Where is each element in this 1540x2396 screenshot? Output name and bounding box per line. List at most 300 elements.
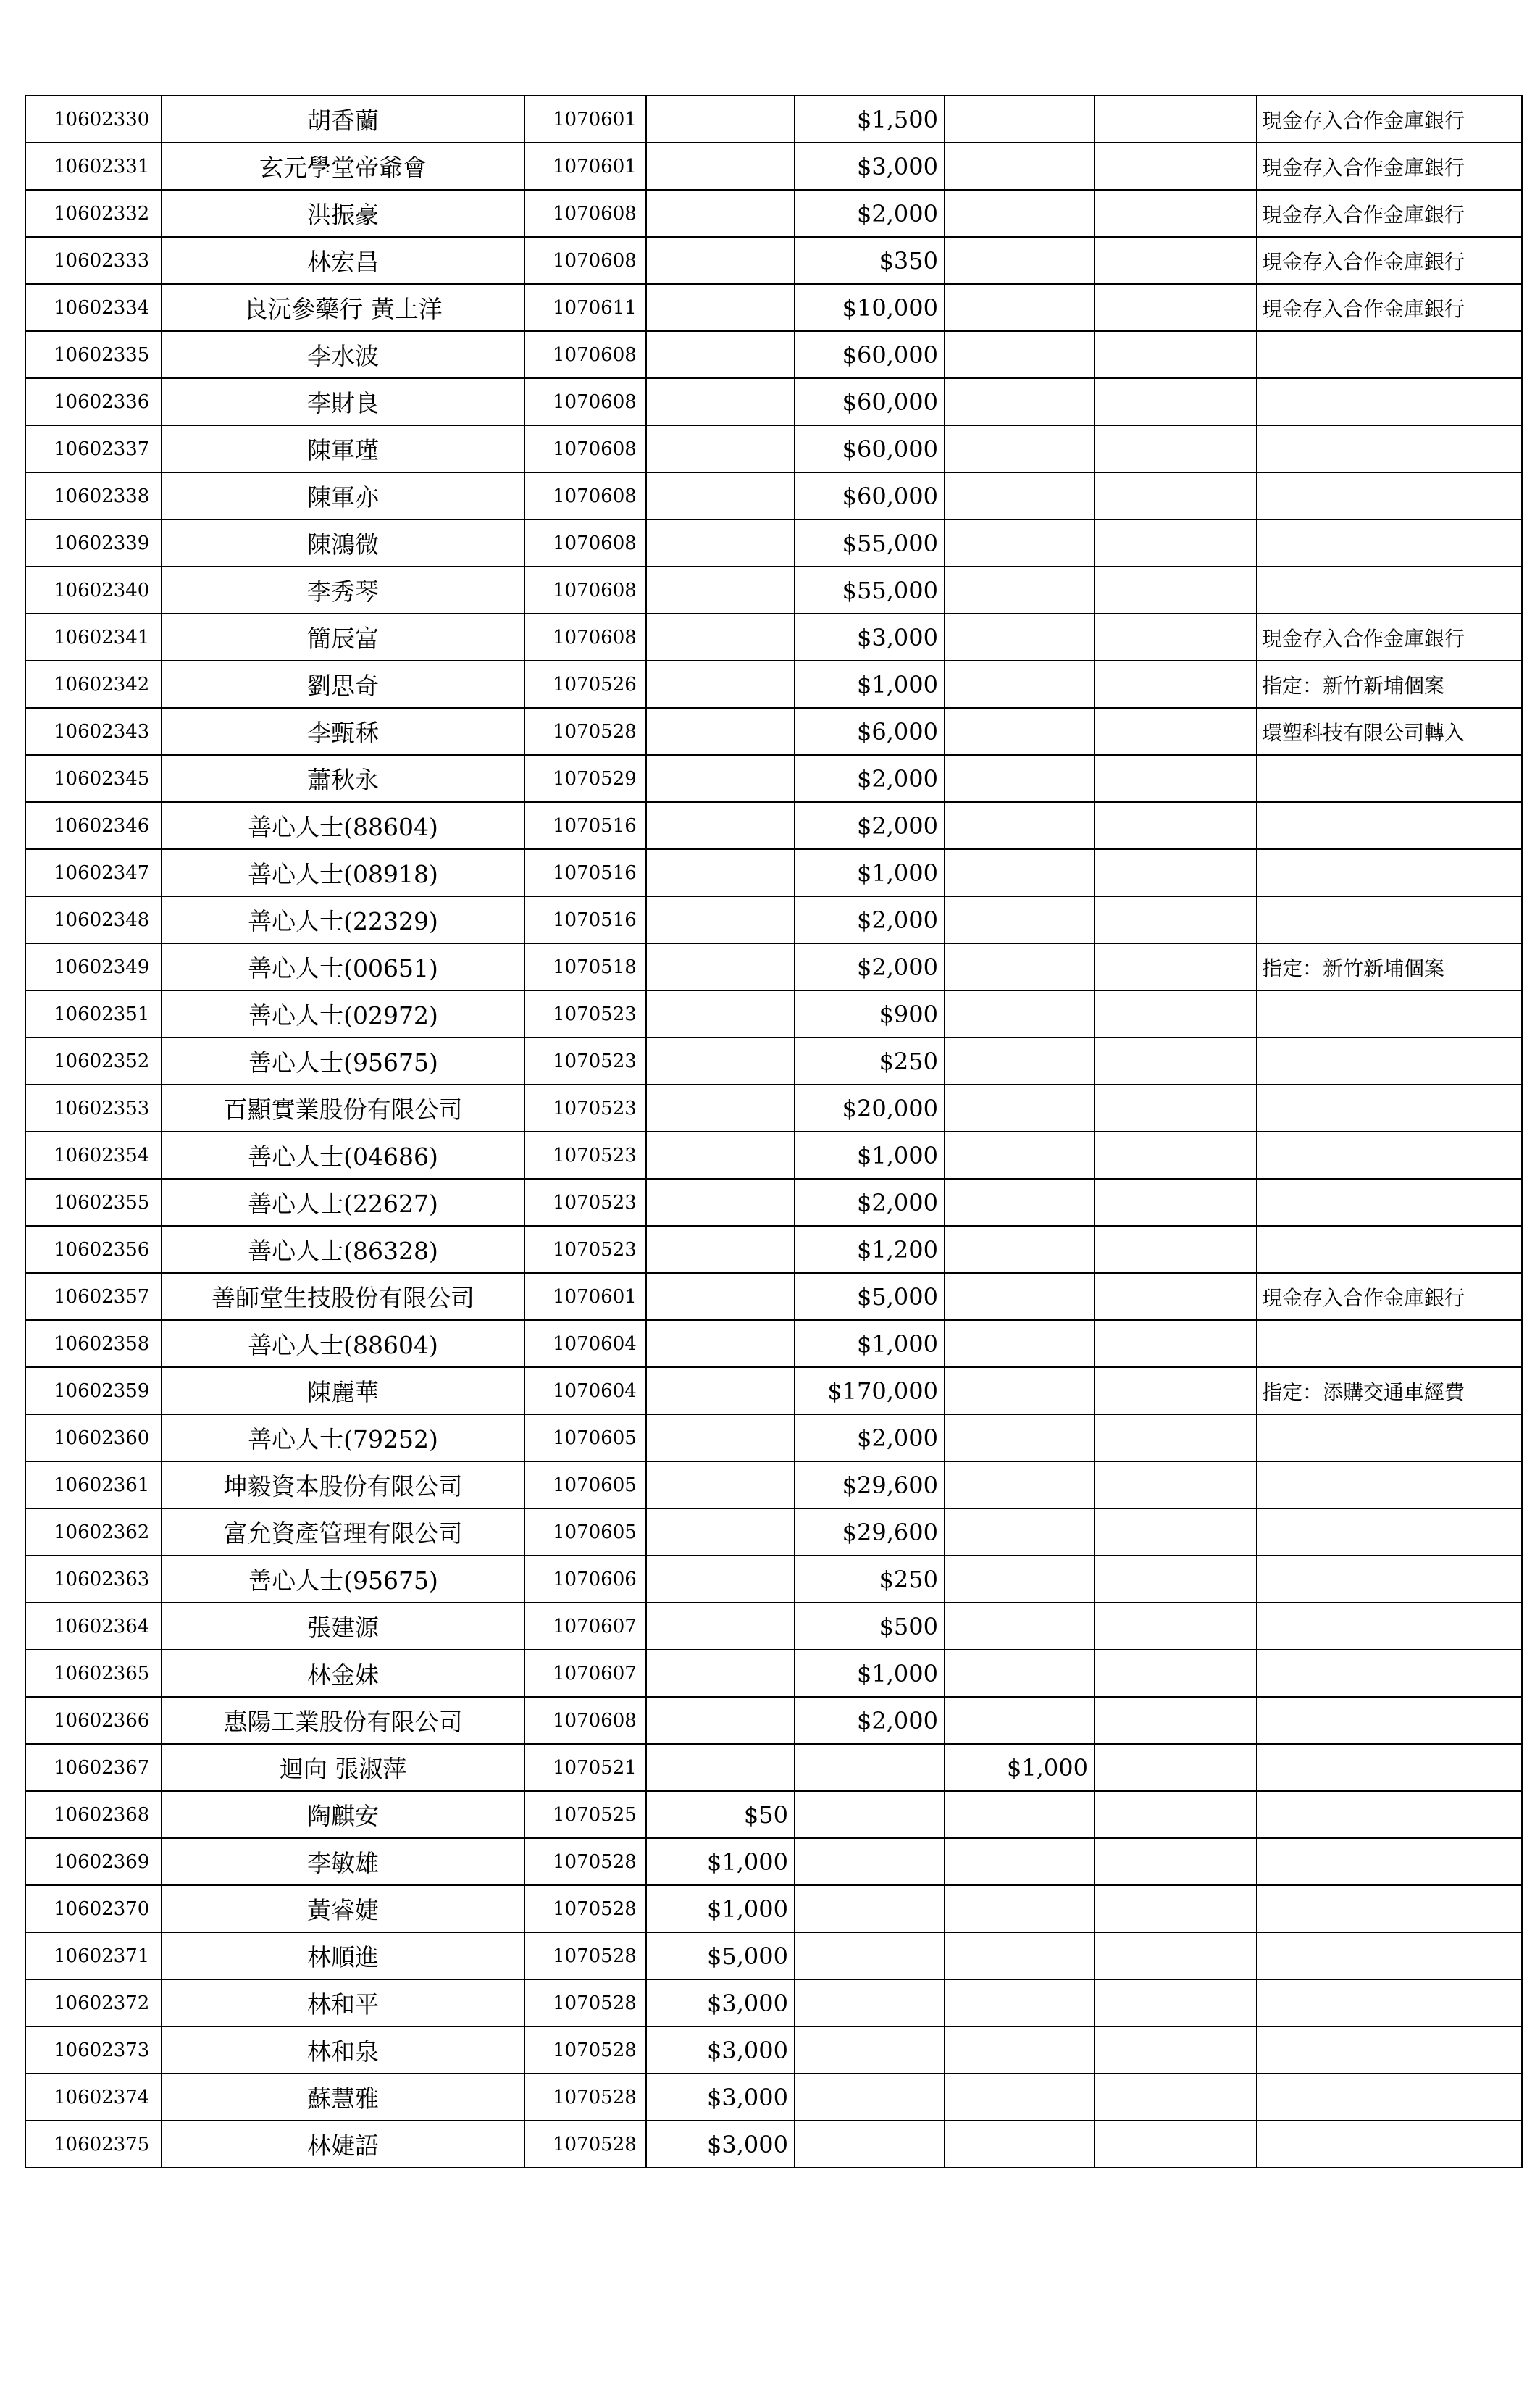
donation-date-cell: 1070528 (524, 1885, 646, 1932)
receipt-number-cell: 10602354 (25, 1132, 162, 1179)
amount-column-1-cell (646, 755, 795, 802)
donor-name-cell: 蘇慧雅 (162, 2074, 524, 2121)
table-row (25, 519, 1522, 567)
empty-column-cell (1095, 472, 1257, 519)
donation-date-cell: 1070608 (524, 614, 646, 661)
amount-column-1-cell (646, 1132, 795, 1179)
amount-column-2-cell: $2,000 (795, 755, 945, 802)
donation-date-cell: 1070606 (524, 1556, 646, 1603)
amount-column-1-cell: $3,000 (646, 1979, 795, 2026)
empty-column-cell (1095, 896, 1257, 943)
table-row (25, 331, 1522, 378)
donor-name-cell: 林宏昌 (162, 237, 524, 284)
amount-column-1-cell (646, 1556, 795, 1603)
donor-name-cell: 善心人士(86328) (162, 1226, 524, 1273)
table-row (25, 896, 1522, 943)
remark-cell (1257, 2074, 1522, 2121)
amount-column-3-cell (945, 472, 1095, 519)
donor-name-cell: 林和平 (162, 1979, 524, 2026)
amount-column-2-cell (795, 1885, 945, 1932)
amount-column-3-cell (945, 284, 1095, 331)
amount-column-1-cell (646, 143, 795, 190)
remark-cell: 現金存入合作金庫銀行 (1257, 143, 1522, 190)
donation-date-cell: 1070608 (524, 378, 646, 425)
donation-date-cell: 1070608 (524, 237, 646, 284)
receipt-number-cell: 10602368 (25, 1791, 162, 1838)
empty-column-cell (1095, 1885, 1257, 1932)
remark-cell (1257, 802, 1522, 849)
amount-column-1-cell (646, 190, 795, 237)
receipt-number-cell: 10602347 (25, 849, 162, 896)
amount-column-1-cell (646, 1603, 795, 1650)
amount-column-3-cell (945, 896, 1095, 943)
donation-date-cell: 1070601 (524, 96, 646, 143)
empty-column-cell (1095, 567, 1257, 614)
remark-cell: 現金存入合作金庫銀行 (1257, 614, 1522, 661)
amount-column-3-cell (945, 1320, 1095, 1367)
receipt-number-cell: 10602338 (25, 472, 162, 519)
table-row (25, 143, 1522, 190)
amount-column-2-cell: $500 (795, 1603, 945, 1650)
donation-date-cell: 1070528 (524, 1979, 646, 2026)
amount-column-3-cell (945, 2026, 1095, 2074)
receipt-number-cell: 10602355 (25, 1179, 162, 1226)
amount-column-1-cell (646, 472, 795, 519)
amount-column-1-cell (646, 1744, 795, 1791)
amount-column-1-cell (646, 708, 795, 755)
amount-column-1-cell (646, 1085, 795, 1132)
empty-column-cell (1095, 1461, 1257, 1508)
empty-column-cell (1095, 755, 1257, 802)
amount-column-3-cell (945, 190, 1095, 237)
table-row (25, 96, 1522, 143)
table-row (25, 1556, 1522, 1603)
remark-cell (1257, 1414, 1522, 1461)
amount-column-1-cell (646, 1179, 795, 1226)
remark-cell: 現金存入合作金庫銀行 (1257, 237, 1522, 284)
remark-cell: 環塑科技有限公司轉入 (1257, 708, 1522, 755)
empty-column-cell (1095, 1838, 1257, 1885)
remark-cell (1257, 2121, 1522, 2168)
receipt-number-cell: 10602348 (25, 896, 162, 943)
amount-column-2-cell (795, 2121, 945, 2168)
amount-column-1-cell: $1,000 (646, 1885, 795, 1932)
empty-column-cell (1095, 143, 1257, 190)
remark-cell: 現金存入合作金庫銀行 (1257, 1273, 1522, 1320)
amount-column-3-cell (945, 1650, 1095, 1697)
receipt-number-cell: 10602375 (25, 2121, 162, 2168)
donation-date-cell: 1070605 (524, 1414, 646, 1461)
receipt-number-cell: 10602365 (25, 1650, 162, 1697)
donation-date-cell: 1070523 (524, 990, 646, 1038)
amount-column-2-cell: $350 (795, 237, 945, 284)
amount-column-1-cell (646, 1650, 795, 1697)
empty-column-cell (1095, 1085, 1257, 1132)
table-row (25, 1367, 1522, 1414)
amount-column-3-cell (945, 1791, 1095, 1838)
amount-column-3-cell (945, 1414, 1095, 1461)
donation-date-cell: 1070528 (524, 1932, 646, 1979)
table-row (25, 849, 1522, 896)
remark-cell (1257, 1744, 1522, 1791)
table-row (25, 1461, 1522, 1508)
empty-column-cell (1095, 1179, 1257, 1226)
donor-name-cell: 善心人士(00651) (162, 943, 524, 990)
amount-column-2-cell: $55,000 (795, 567, 945, 614)
table-row (25, 708, 1522, 755)
empty-column-cell (1095, 943, 1257, 990)
empty-column-cell (1095, 425, 1257, 472)
donor-name-cell: 林金妹 (162, 1650, 524, 1697)
amount-column-2-cell: $5,000 (795, 1273, 945, 1320)
receipt-number-cell: 10602356 (25, 1226, 162, 1273)
donation-date-cell: 1070604 (524, 1320, 646, 1367)
empty-column-cell (1095, 2121, 1257, 2168)
empty-column-cell (1095, 190, 1257, 237)
remark-cell (1257, 1932, 1522, 1979)
empty-column-cell (1095, 1603, 1257, 1650)
remark-cell (1257, 2026, 1522, 2074)
amount-column-1-cell (646, 1273, 795, 1320)
donor-name-cell: 善心人士(02972) (162, 990, 524, 1038)
donor-name-cell: 陶麒安 (162, 1791, 524, 1838)
donor-name-cell: 劉思奇 (162, 661, 524, 708)
amount-column-2-cell: $1,000 (795, 1132, 945, 1179)
table-row (25, 1226, 1522, 1273)
receipt-number-cell: 10602364 (25, 1603, 162, 1650)
empty-column-cell (1095, 661, 1257, 708)
amount-column-2-cell (795, 1932, 945, 1979)
amount-column-2-cell: $10,000 (795, 284, 945, 331)
amount-column-3-cell (945, 1885, 1095, 1932)
amount-column-3-cell (945, 567, 1095, 614)
amount-column-3-cell (945, 331, 1095, 378)
donor-name-cell: 李水波 (162, 331, 524, 378)
receipt-number-cell: 10602362 (25, 1508, 162, 1556)
amount-column-1-cell: $1,000 (646, 1838, 795, 1885)
receipt-number-cell: 10602349 (25, 943, 162, 990)
empty-column-cell (1095, 708, 1257, 755)
amount-column-2-cell: $2,000 (795, 896, 945, 943)
receipt-number-cell: 10602372 (25, 1979, 162, 2026)
amount-column-3-cell (945, 2121, 1095, 2168)
donation-date-cell: 1070516 (524, 802, 646, 849)
remark-cell: 現金存入合作金庫銀行 (1257, 96, 1522, 143)
amount-column-1-cell (646, 802, 795, 849)
receipt-number-cell: 10602352 (25, 1038, 162, 1085)
amount-column-3-cell (945, 1132, 1095, 1179)
table-row (25, 2026, 1522, 2074)
amount-column-1-cell (646, 378, 795, 425)
empty-column-cell (1095, 519, 1257, 567)
remark-cell (1257, 567, 1522, 614)
remark-cell (1257, 1461, 1522, 1508)
receipt-number-cell: 10602330 (25, 96, 162, 143)
donation-date-cell: 1070608 (524, 472, 646, 519)
table-row (25, 378, 1522, 425)
amount-column-3-cell (945, 755, 1095, 802)
amount-column-1-cell: $3,000 (646, 2074, 795, 2121)
receipt-number-cell: 10602343 (25, 708, 162, 755)
receipt-number-cell: 10602366 (25, 1697, 162, 1744)
table-row (25, 190, 1522, 237)
donor-name-cell: 善心人士(04686) (162, 1132, 524, 1179)
amount-column-3-cell (945, 990, 1095, 1038)
amount-column-2-cell: $1,000 (795, 1320, 945, 1367)
donor-name-cell: 林婕語 (162, 2121, 524, 2168)
remark-cell (1257, 896, 1522, 943)
empty-column-cell (1095, 1697, 1257, 1744)
empty-column-cell (1095, 1414, 1257, 1461)
donation-date-cell: 1070608 (524, 425, 646, 472)
amount-column-2-cell: $60,000 (795, 331, 945, 378)
amount-column-1-cell (646, 519, 795, 567)
amount-column-3-cell (945, 1932, 1095, 1979)
table-row (25, 2121, 1522, 2168)
amount-column-2-cell: $1,200 (795, 1226, 945, 1273)
table-row (25, 1508, 1522, 1556)
table-row (25, 1932, 1522, 1979)
amount-column-1-cell (646, 567, 795, 614)
amount-column-3-cell (945, 1038, 1095, 1085)
donor-name-cell: 李甄秝 (162, 708, 524, 755)
donation-date-cell: 1070518 (524, 943, 646, 990)
amount-column-2-cell: $1,000 (795, 661, 945, 708)
table-row (25, 237, 1522, 284)
donation-date-cell: 1070604 (524, 1367, 646, 1414)
donation-date-cell: 1070523 (524, 1226, 646, 1273)
receipt-number-cell: 10602353 (25, 1085, 162, 1132)
receipt-number-cell: 10602357 (25, 1273, 162, 1320)
donor-name-cell: 林和泉 (162, 2026, 524, 2074)
table-row (25, 661, 1522, 708)
donation-date-cell: 1070605 (524, 1461, 646, 1508)
amount-column-1-cell (646, 237, 795, 284)
table-row (25, 1603, 1522, 1650)
table-row (25, 1085, 1522, 1132)
empty-column-cell (1095, 614, 1257, 661)
amount-column-3-cell (945, 1979, 1095, 2026)
donation-date-cell: 1070529 (524, 755, 646, 802)
empty-column-cell (1095, 1226, 1257, 1273)
amount-column-2-cell: $55,000 (795, 519, 945, 567)
amount-column-3-cell (945, 237, 1095, 284)
amount-column-2-cell (795, 2026, 945, 2074)
remark-cell (1257, 1838, 1522, 1885)
donation-date-cell: 1070523 (524, 1038, 646, 1085)
remark-cell: 指定：新竹新埔個案 (1257, 943, 1522, 990)
remark-cell (1257, 1556, 1522, 1603)
empty-column-cell (1095, 2074, 1257, 2121)
donation-date-cell: 1070516 (524, 896, 646, 943)
amount-column-2-cell: $29,600 (795, 1508, 945, 1556)
amount-column-2-cell: $20,000 (795, 1085, 945, 1132)
amount-column-3-cell (945, 1838, 1095, 1885)
amount-column-2-cell: $29,600 (795, 1461, 945, 1508)
table-row (25, 1885, 1522, 1932)
amount-column-2-cell: $2,000 (795, 802, 945, 849)
remark-cell (1257, 990, 1522, 1038)
amount-column-3-cell (945, 1226, 1095, 1273)
amount-column-2-cell: $1,000 (795, 1650, 945, 1697)
amount-column-3-cell (945, 943, 1095, 990)
donation-date-cell: 1070528 (524, 2026, 646, 2074)
amount-column-2-cell (795, 1838, 945, 1885)
donor-name-cell: 富允資產管理有限公司 (162, 1508, 524, 1556)
amount-column-3-cell (945, 1367, 1095, 1414)
amount-column-1-cell: $50 (646, 1791, 795, 1838)
donor-name-cell: 黃睿婕 (162, 1885, 524, 1932)
amount-column-1-cell (646, 284, 795, 331)
receipt-number-cell: 10602337 (25, 425, 162, 472)
donor-name-cell: 蕭秋永 (162, 755, 524, 802)
donation-date-cell: 1070525 (524, 1791, 646, 1838)
remark-cell (1257, 1791, 1522, 1838)
amount-column-3-cell (945, 2074, 1095, 2121)
donor-name-cell: 陳軍瑾 (162, 425, 524, 472)
receipt-number-cell: 10602374 (25, 2074, 162, 2121)
donation-date-cell: 1070521 (524, 1744, 646, 1791)
donation-date-cell: 1070523 (524, 1132, 646, 1179)
amount-column-1-cell (646, 849, 795, 896)
remark-cell: 現金存入合作金庫銀行 (1257, 284, 1522, 331)
amount-column-2-cell: $60,000 (795, 472, 945, 519)
amount-column-3-cell (945, 143, 1095, 190)
remark-cell (1257, 1603, 1522, 1650)
empty-column-cell (1095, 284, 1257, 331)
remark-cell (1257, 1038, 1522, 1085)
donor-name-cell: 善心人士(08918) (162, 849, 524, 896)
amount-column-2-cell: $2,000 (795, 1697, 945, 1744)
amount-column-2-cell: $6,000 (795, 708, 945, 755)
amount-column-3-cell (945, 378, 1095, 425)
amount-column-2-cell: $2,000 (795, 943, 945, 990)
remark-cell (1257, 1885, 1522, 1932)
amount-column-2-cell: $60,000 (795, 425, 945, 472)
amount-column-2-cell: $250 (795, 1038, 945, 1085)
receipt-number-cell: 10602334 (25, 284, 162, 331)
amount-column-1-cell: $3,000 (646, 2026, 795, 2074)
donation-date-cell: 1070601 (524, 143, 646, 190)
donation-date-cell: 1070611 (524, 284, 646, 331)
donor-name-cell: 張建源 (162, 1603, 524, 1650)
remark-cell (1257, 331, 1522, 378)
receipt-number-cell: 10602331 (25, 143, 162, 190)
donation-date-cell: 1070523 (524, 1179, 646, 1226)
donation-date-cell: 1070607 (524, 1603, 646, 1650)
empty-column-cell (1095, 2026, 1257, 2074)
table-row (25, 1979, 1522, 2026)
donation-date-cell: 1070608 (524, 519, 646, 567)
empty-column-cell (1095, 1650, 1257, 1697)
remark-cell: 指定：添購交通車經費 (1257, 1367, 1522, 1414)
amount-column-1-cell (646, 1414, 795, 1461)
table-row (25, 1838, 1522, 1885)
donor-name-cell: 善師堂生技股份有限公司 (162, 1273, 524, 1320)
donor-name-cell: 李秀琴 (162, 567, 524, 614)
table-row (25, 1273, 1522, 1320)
donor-name-cell: 洪振豪 (162, 190, 524, 237)
amount-column-1-cell (646, 1320, 795, 1367)
receipt-number-cell: 10602341 (25, 614, 162, 661)
donor-name-cell: 良沅參藥行 黃土洋 (162, 284, 524, 331)
table-row (25, 472, 1522, 519)
table-row (25, 1320, 1522, 1367)
donor-name-cell: 善心人士(22627) (162, 1179, 524, 1226)
receipt-number-cell: 10602332 (25, 190, 162, 237)
remark-cell (1257, 849, 1522, 896)
receipt-number-cell: 10602361 (25, 1461, 162, 1508)
amount-column-1-cell (646, 1697, 795, 1744)
amount-column-3-cell (945, 1508, 1095, 1556)
remark-cell (1257, 519, 1522, 567)
donation-date-cell: 1070516 (524, 849, 646, 896)
table-row (25, 943, 1522, 990)
donor-name-cell: 坤毅資本股份有限公司 (162, 1461, 524, 1508)
donation-date-cell: 1070601 (524, 1273, 646, 1320)
remark-cell (1257, 378, 1522, 425)
donation-date-cell: 1070605 (524, 1508, 646, 1556)
remark-cell (1257, 1697, 1522, 1744)
donor-name-cell: 善心人士(95675) (162, 1556, 524, 1603)
donation-date-cell: 1070523 (524, 1085, 646, 1132)
donation-date-cell: 1070608 (524, 567, 646, 614)
amount-column-1-cell (646, 1226, 795, 1273)
amount-column-1-cell (646, 96, 795, 143)
amount-column-1-cell (646, 331, 795, 378)
empty-column-cell (1095, 990, 1257, 1038)
amount-column-3-cell (945, 96, 1095, 143)
donor-name-cell: 林順進 (162, 1932, 524, 1979)
receipt-number-cell: 10602363 (25, 1556, 162, 1603)
donor-name-cell: 善心人士(22329) (162, 896, 524, 943)
amount-column-3-cell (945, 1603, 1095, 1650)
donor-name-cell: 陳麗華 (162, 1367, 524, 1414)
amount-column-1-cell (646, 896, 795, 943)
empty-column-cell (1095, 1132, 1257, 1179)
receipt-number-cell: 10602369 (25, 1838, 162, 1885)
amount-column-2-cell (795, 1979, 945, 2026)
donor-name-cell: 善心人士(88604) (162, 1320, 524, 1367)
amount-column-1-cell (646, 943, 795, 990)
amount-column-1-cell (646, 1508, 795, 1556)
amount-column-1-cell: $3,000 (646, 2121, 795, 2168)
remark-cell (1257, 1179, 1522, 1226)
donation-date-cell: 1070528 (524, 1838, 646, 1885)
amount-column-1-cell (646, 661, 795, 708)
donation-date-cell: 1070608 (524, 190, 646, 237)
empty-column-cell (1095, 802, 1257, 849)
empty-column-cell (1095, 1979, 1257, 2026)
donation-date-cell: 1070607 (524, 1650, 646, 1697)
receipt-number-cell: 10602358 (25, 1320, 162, 1367)
empty-column-cell (1095, 1273, 1257, 1320)
donor-name-cell: 善心人士(88604) (162, 802, 524, 849)
remark-cell (1257, 1508, 1522, 1556)
donor-name-cell: 惠陽工業股份有限公司 (162, 1697, 524, 1744)
receipt-number-cell: 10602351 (25, 990, 162, 1038)
receipt-number-cell: 10602346 (25, 802, 162, 849)
amount-column-1-cell (646, 425, 795, 472)
donor-name-cell: 玄元學堂帝爺會 (162, 143, 524, 190)
receipt-number-cell: 10602371 (25, 1932, 162, 1979)
amount-column-3-cell (945, 1273, 1095, 1320)
remark-cell (1257, 1085, 1522, 1132)
table-row (25, 1179, 1522, 1226)
amount-column-3-cell (945, 1697, 1095, 1744)
donation-date-cell: 1070526 (524, 661, 646, 708)
remark-cell (1257, 472, 1522, 519)
